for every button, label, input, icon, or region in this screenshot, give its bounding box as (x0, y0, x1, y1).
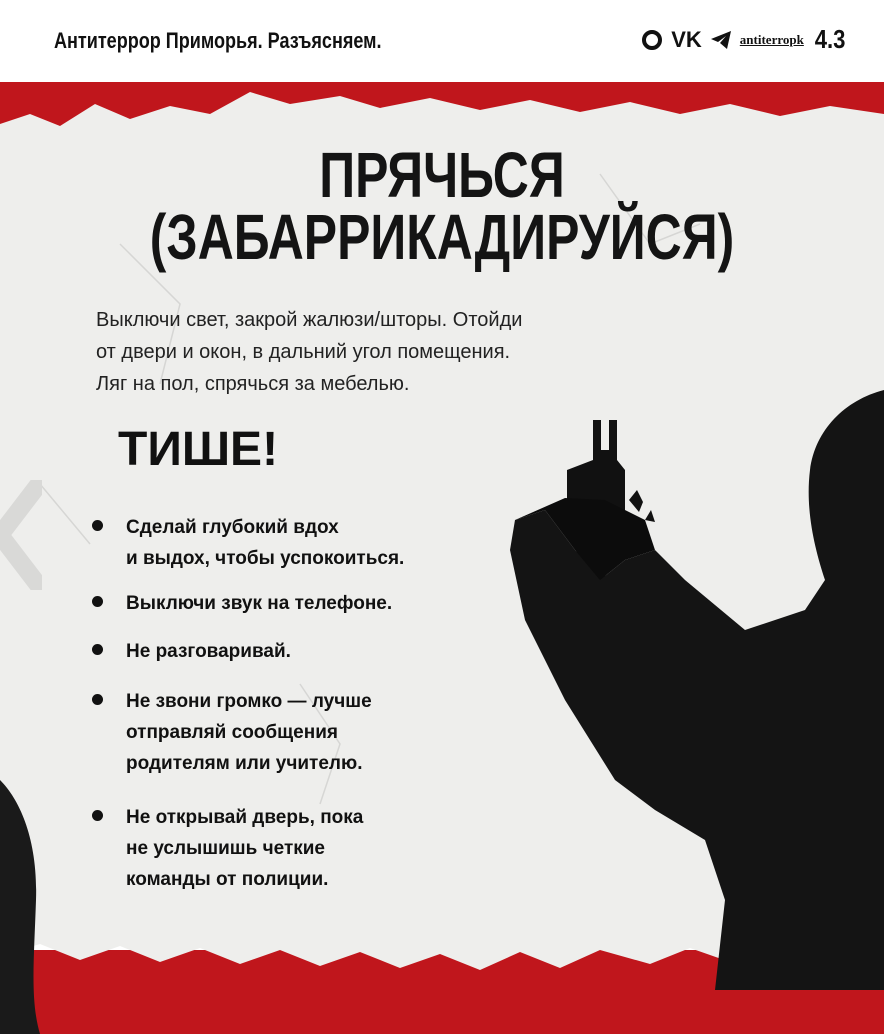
social-handle[interactable]: antiterropk (739, 31, 804, 47)
armed-person-silhouette (505, 380, 884, 990)
previous-arrow-icon[interactable] (0, 480, 42, 590)
header-title: Антитеррор Приморья. Разъясняем. (54, 28, 382, 53)
bullet-dot-icon (92, 644, 103, 655)
page-title-line2: (ЗАБАРРИКАДИРУЙСЯ) (149, 201, 735, 273)
description-line: Ляг на пол, спрячься за мебелью. (96, 373, 410, 395)
bullet-dot-icon (92, 694, 103, 705)
ok-icon[interactable] (641, 29, 663, 51)
list-item: Выключи звук на телефоне. (92, 588, 392, 619)
vk-icon[interactable]: VK (671, 26, 702, 52)
list-item: Не открывай дверь, пока не услышишь четкие команды от полиции. (92, 802, 363, 895)
list-item: Сделай глубокий вдох и выдох, чтобы успокоиться. (92, 512, 404, 574)
description (96, 304, 736, 400)
page-title-line1: ПРЯЧЬСЯ (319, 139, 565, 211)
bullet-dot-icon (92, 810, 103, 821)
bullet-dot-icon (92, 520, 103, 531)
header-bar (0, 0, 884, 82)
telegram-icon[interactable] (710, 30, 732, 50)
list-item: Не разговаривай. (92, 636, 291, 667)
social-links (641, 24, 848, 55)
subheading: ТИШЕ! (118, 423, 279, 476)
list-item: Не звони громко — лучше отправляй сообщения родителям или учителю. (92, 686, 372, 779)
section-number: 4.3 (814, 24, 846, 54)
bullet-dot-icon (92, 596, 103, 607)
description-line: от двери и окон, в дальний угол помещения. (96, 341, 511, 363)
description-line: Выключи свет, закрой жалюзи/шторы. Отойди (96, 309, 523, 331)
left-figure-silhouette (0, 780, 40, 1034)
